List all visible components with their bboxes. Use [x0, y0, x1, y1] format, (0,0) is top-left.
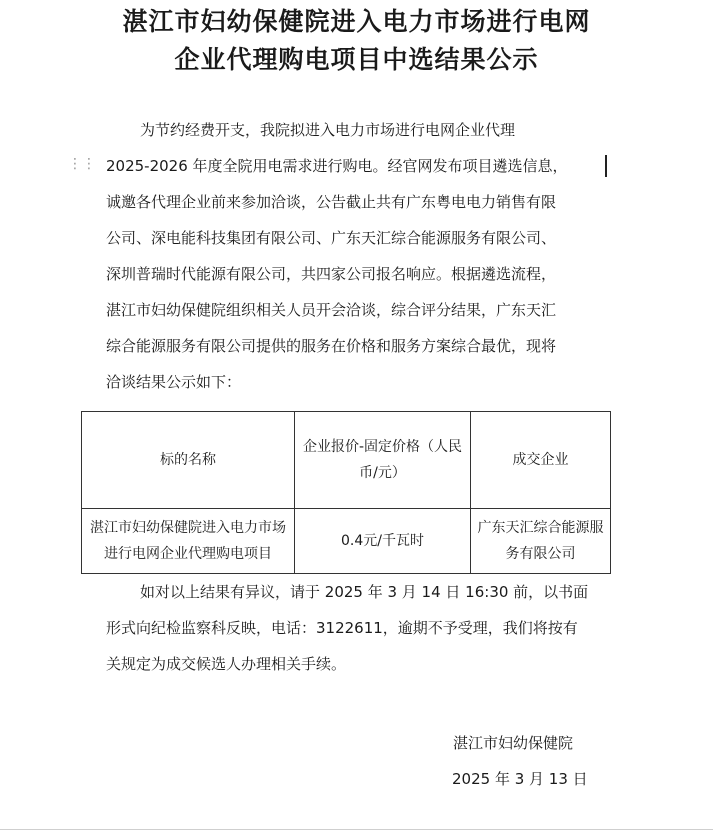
notice-paragraph: [106, 574, 606, 682]
table-header-cell: 标的名称: [82, 412, 295, 509]
table-row: [82, 509, 611, 574]
intro-paragraph: [106, 112, 606, 400]
drag-handle-icon[interactable]: ⋮⋮: [68, 156, 96, 172]
table-header-cell: 企业报价-固定价格（人民币/元）: [295, 412, 471, 509]
document-title-line-1: 湛江市妇幼保健院进入电力市场进行电网: [122, 7, 591, 36]
page-bottom-divider: [0, 829, 713, 830]
intro-line: 湛江市妇幼保健院组织相关人员开会洽谈，综合评分结果，广东天汇: [106, 301, 557, 319]
intro-line: 深圳普瑞时代能源有限公司，共四家公司报名响应。根据遴选流程，: [106, 265, 557, 283]
table-header-cell: 成交企业: [471, 412, 611, 509]
intro-line: 综合能源服务有限公司提供的服务在价格和服务方案综合最优，现将: [106, 337, 557, 355]
intro-line: 2025-2026 年度全院用电需求进行购电。经官网发布项目遴选信息，: [106, 157, 568, 175]
table-cell-item-name: 湛江市妇幼保健院进入电力市场进行电网企业代理购电项目: [82, 509, 295, 574]
intro-line: 公司、深电能科技集团有限公司、广东天汇综合能源服务有限公司、: [106, 229, 557, 247]
table-header-row: [82, 412, 611, 509]
notice-line: 如对以上结果有异议，请于 2025 年 3 月 14 日 16:30 前，以书面: [140, 583, 589, 601]
intro-line: 诚邀各代理企业前来参加洽谈，公告截止共有广东粤电电力销售有限: [106, 193, 557, 211]
table-cell-winner: 广东天汇综合能源服务有限公司: [471, 509, 611, 574]
document-title-line-2: 企业代理购电项目中选结果公示: [174, 45, 539, 74]
notice-line: 形式向纪检监察科反映，电话：3122611，逾期不予受理，我们将按有: [106, 619, 578, 637]
table-cell-price: 0.4元/千瓦时: [295, 509, 471, 574]
intro-line: 洽谈结果公示如下：: [106, 373, 242, 391]
result-table: [81, 411, 611, 574]
intro-line: 为节约经费开支，我院拟进入电力市场进行电网企业代理: [140, 121, 516, 139]
notice-line: 关规定为成交候选人办理相关手续。: [106, 655, 347, 673]
signature-organization: 湛江市妇幼保健院: [453, 734, 574, 752]
signature-date: 2025 年 3 月 13 日: [452, 770, 588, 788]
